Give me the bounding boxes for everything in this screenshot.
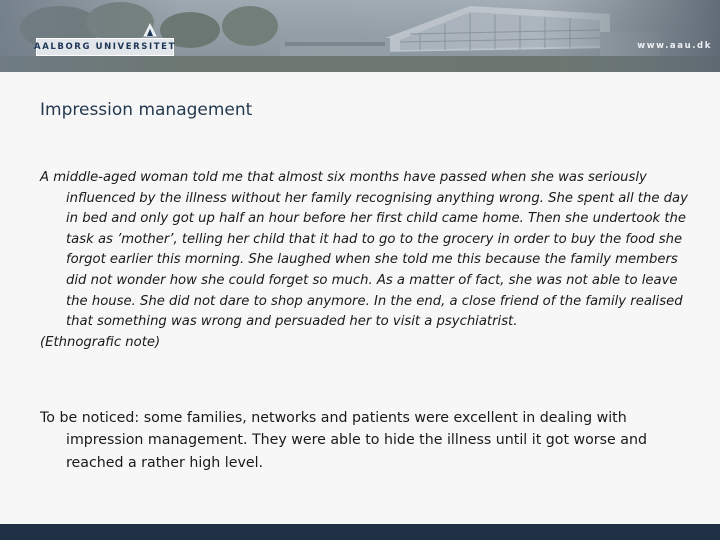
footer-bar <box>0 524 720 540</box>
note-source: (Ethnografic note) <box>40 334 161 350</box>
university-seal-icon <box>142 22 158 38</box>
ethnographic-note <box>40 168 690 353</box>
logo-text: AALBORG UNIVERSITET <box>34 42 176 52</box>
header-banner <box>0 0 720 72</box>
university-logo[interactable] <box>36 38 174 56</box>
slide-title: Impression management <box>40 100 253 120</box>
remark-paragraph: To be noticed: some families, networks and patients were excellent in dealing with impression management. They were able to hide the illness until it got worse and reached a rather high level. <box>40 410 647 471</box>
website-url[interactable]: www.aau.dk <box>637 41 712 51</box>
campus-building-photo <box>0 0 720 72</box>
note-paragraph: A middle-aged woman told me that almost six months have passed when she was seriously influenced by the illness without her family recognising anything wrong. She spent all the day in bed and only got up half an hour before her first child came home. Then she undertook the task as ’mother’, telling her child that it had to go to the grocery in order to buy the food she forgot earlier this morning. She laughed when she told me this because the family members did not wonder how she could forget so much. As a matter of fact, she was not able to leave the house. She did not dare to shop anymore. In the end, a close friend of the family realised that something was wrong and persuaded her to visit a psychiatrist. <box>40 170 688 330</box>
